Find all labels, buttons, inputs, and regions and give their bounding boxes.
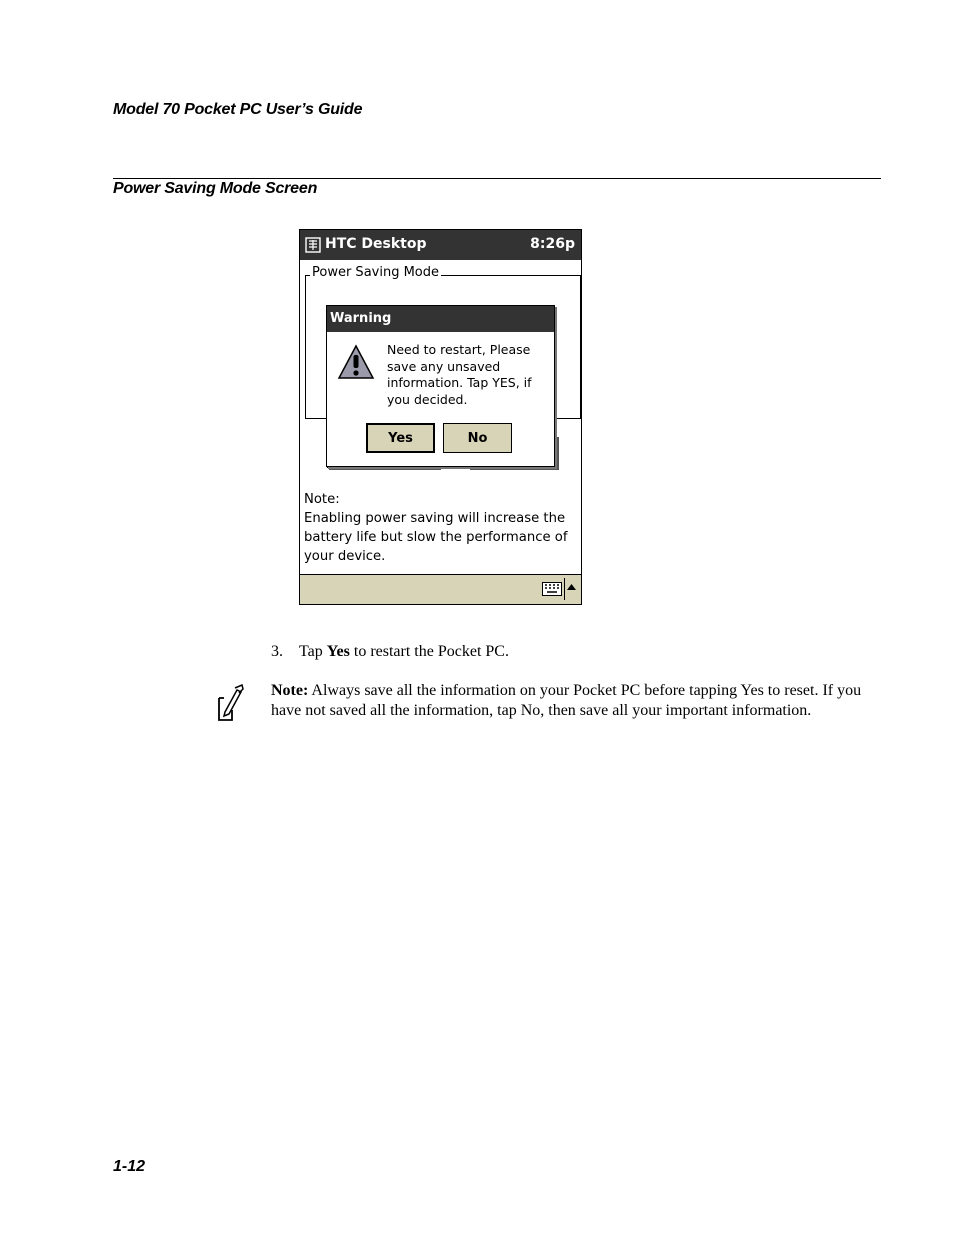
note-pencil-icon bbox=[215, 684, 245, 722]
section-title: Power Saving Mode Screen bbox=[113, 180, 318, 197]
pocket-pc-screenshot bbox=[299, 229, 582, 605]
keyboard-icon[interactable] bbox=[542, 582, 562, 596]
taskbar bbox=[300, 574, 581, 605]
yes-button[interactable]: Yes bbox=[366, 423, 435, 453]
header-rule bbox=[113, 178, 881, 179]
clock[interactable]: 8:26p bbox=[530, 236, 575, 252]
dialog-title-bar bbox=[327, 306, 554, 332]
step-number: 3. bbox=[271, 643, 283, 660]
windows-flag-icon[interactable] bbox=[305, 237, 321, 253]
dialog-message: Need to restart, Please save any unsaved information. Tap YES, if you decided. bbox=[387, 342, 532, 407]
screen-note bbox=[304, 490, 579, 566]
screen-note-body: Enabling power saving will increase the battery life but slow the performance of your device. bbox=[304, 511, 568, 564]
no-button[interactable]: No bbox=[443, 423, 512, 453]
sip-arrow-icon[interactable] bbox=[567, 584, 576, 590]
dialog-title: Warning bbox=[330, 311, 392, 326]
screen-note-heading: Note: bbox=[304, 492, 340, 507]
guide-title: Model 70 Pocket PC User’s Guide bbox=[113, 101, 363, 118]
note-paragraph: Note: Always save all the information on your Pocket PC before tapping Yes to reset. If you have not saved all the information, tap No, then save all your important information. bbox=[271, 682, 862, 719]
warning-dialog bbox=[326, 305, 555, 467]
page-number: 1-12 bbox=[113, 1158, 146, 1175]
step-text: Tap Yes to restart the Pocket PC. bbox=[299, 643, 509, 660]
warning-icon bbox=[337, 344, 375, 380]
groupbox-label: Power Saving Mode bbox=[312, 265, 440, 280]
taskbar-divider bbox=[564, 578, 565, 600]
app-name: HTC Desktop bbox=[325, 236, 427, 252]
title-bar bbox=[300, 230, 581, 260]
